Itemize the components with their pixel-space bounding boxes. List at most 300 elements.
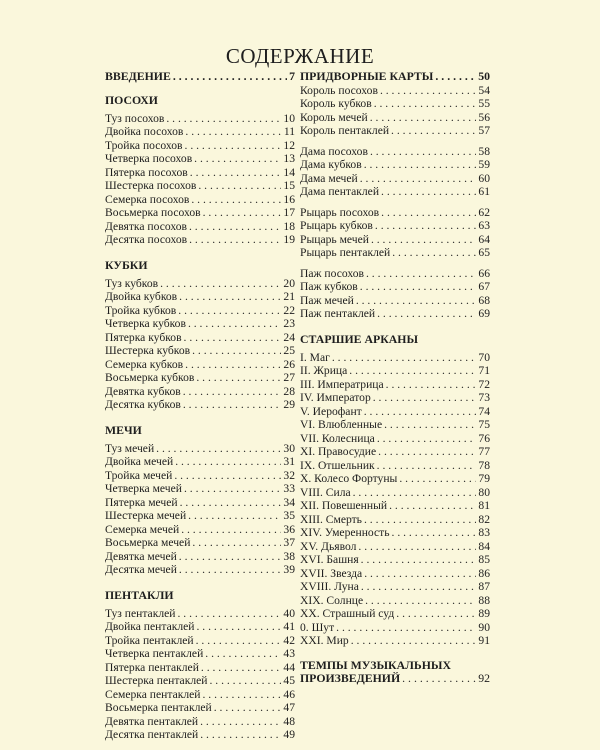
page-title: СОДЕРЖАНИЕ xyxy=(225,44,375,68)
toc-leader-dots xyxy=(375,219,477,233)
toc-entry-page: 55 xyxy=(478,97,490,110)
toc-entry xyxy=(300,418,490,432)
toc-entry-page: 81 xyxy=(478,499,490,512)
toc-leader-dots xyxy=(356,294,477,308)
toc-entry xyxy=(300,294,490,308)
toc-entry-page: 41 xyxy=(283,620,295,633)
toc-entry xyxy=(105,277,295,291)
toc-entry-page: 12 xyxy=(283,138,295,152)
toc-entry-page: 50 xyxy=(478,69,490,83)
toc-entry-label: IX. Отшельник xyxy=(300,458,375,472)
toc-entry-page: 78 xyxy=(478,458,490,472)
toc-entry xyxy=(300,307,490,321)
toc-entry xyxy=(300,499,490,513)
toc-leader-dots xyxy=(180,496,282,510)
toc-leader-dots xyxy=(174,469,281,483)
toc-entry xyxy=(300,391,490,405)
toc-leader-dots xyxy=(349,364,476,378)
toc-entry xyxy=(300,432,490,446)
toc-entry xyxy=(105,166,295,180)
toc-entry-page: 60 xyxy=(478,171,490,185)
toc-entry-label: Король пентаклей xyxy=(300,124,390,137)
toc-entry-page: 65 xyxy=(478,246,490,259)
toc-entry xyxy=(105,233,295,247)
toc-entry xyxy=(105,550,295,564)
toc-leader-dots xyxy=(360,172,477,186)
toc-entry-page: 32 xyxy=(283,468,295,482)
toc-leader-dots xyxy=(351,634,477,648)
toc-entry xyxy=(105,523,295,537)
toc-leader-dots xyxy=(214,701,282,715)
toc-entry-page: 40 xyxy=(283,606,295,620)
toc-entry xyxy=(300,459,490,473)
toc-leader-dots xyxy=(365,594,476,608)
toc-entry-page: 57 xyxy=(478,124,490,137)
toc-leader-dots xyxy=(202,688,281,702)
toc-list-pages xyxy=(300,267,490,321)
toc-column-left xyxy=(105,70,295,742)
toc-entry xyxy=(105,563,295,577)
toc-leader-dots xyxy=(184,331,282,345)
toc-entry-label: Тройка кубков xyxy=(105,303,177,317)
toc-entry-label: X. Колесо Фортуны xyxy=(300,472,398,485)
toc-entry-page: 92 xyxy=(478,671,490,685)
toc-entry-label: Дама пентаклей xyxy=(300,185,380,198)
toc-entry-label: VII. Колесница xyxy=(300,431,375,445)
toc-entry xyxy=(105,290,295,304)
toc-leader-dots xyxy=(358,540,476,554)
toc-entry-label: V. Иерофант xyxy=(300,404,362,418)
toc-entry xyxy=(105,331,295,345)
toc-leader-dots xyxy=(399,472,476,486)
toc-entry-page: 56 xyxy=(478,110,490,124)
toc-entry-label: Тройка мечей xyxy=(105,468,173,482)
toc-entry-page: 47 xyxy=(283,701,295,714)
toc-leader-dots xyxy=(353,486,477,500)
toc-entry xyxy=(105,179,295,193)
toc-entry xyxy=(300,553,490,567)
toc-entry-page: 54 xyxy=(478,83,490,97)
toc-entry-label: Шестерка посохов xyxy=(105,179,197,192)
toc-leader-dots xyxy=(373,391,477,405)
toc-column-right xyxy=(300,70,490,686)
toc-entry xyxy=(300,280,490,294)
toc-entry xyxy=(300,405,490,419)
toc-leader-dots xyxy=(386,378,477,392)
toc-entry xyxy=(300,567,490,581)
toc-leader-dots xyxy=(377,307,476,321)
section-heading-swords: МЕЧИ xyxy=(105,422,142,437)
toc-entry xyxy=(300,486,490,500)
toc-entry-page: 11 xyxy=(283,125,295,138)
toc-entry-label: XVIII. Луна xyxy=(300,580,359,593)
toc-entry-label: Десятка пентаклей xyxy=(105,728,199,741)
toc-leader-dots xyxy=(392,526,477,540)
toc-entry xyxy=(300,145,490,159)
toc-entry-label: Восьмерка мечей xyxy=(105,536,191,549)
section-heading-major-arcana: СТАРШИЕ АРКАНЫ xyxy=(300,331,419,346)
toc-leader-dots xyxy=(384,418,476,432)
toc-entry-page: 74 xyxy=(478,404,490,418)
toc-entry-label: Король посохов xyxy=(300,83,378,97)
toc-entry-page: 35 xyxy=(283,509,295,522)
toc-entry-label: Двойка мечей xyxy=(105,455,174,468)
toc-entry xyxy=(300,111,490,125)
toc-entry xyxy=(105,206,295,220)
toc-entry-page: 59 xyxy=(478,158,490,171)
toc-entry-page: 13 xyxy=(283,152,295,165)
toc-entry xyxy=(105,317,295,331)
toc-leader-dots xyxy=(173,70,287,84)
toc-entry-label: Паж посохов xyxy=(300,266,364,280)
toc-entry-page: 30 xyxy=(283,441,295,455)
toc-entry-label: XVII. Звезда xyxy=(300,566,363,580)
toc-leader-dots xyxy=(380,84,476,98)
toc-entry xyxy=(300,84,490,98)
toc-leader-dots xyxy=(364,567,476,581)
toc-entry xyxy=(300,233,490,247)
toc-entry-page: 70 xyxy=(478,350,490,364)
toc-entry xyxy=(105,304,295,318)
toc-entry-label: Тройка посохов xyxy=(105,138,183,152)
toc-entry xyxy=(300,607,490,621)
toc-entry-label: Шестерка мечей xyxy=(105,509,187,522)
toc-entry-page: 86 xyxy=(478,566,490,580)
toc-entry xyxy=(105,139,295,153)
toc-entry-label: XX. Страшный суд xyxy=(300,607,395,620)
toc-entry-page: 82 xyxy=(478,512,490,526)
toc-entry-label: XII. Повешенный xyxy=(300,499,388,512)
section-heading-wands: ПОСОХИ xyxy=(105,92,158,107)
toc-leader-dots xyxy=(209,674,281,688)
toc-entry-page: 20 xyxy=(283,276,295,290)
spacer xyxy=(300,138,490,145)
toc-entry-page: 87 xyxy=(478,580,490,593)
toc-entry-page: 48 xyxy=(283,714,295,728)
toc-entry xyxy=(105,385,295,399)
toc-entry-label: I. Маг xyxy=(300,350,330,364)
toc-entry-label: Десятка кубков xyxy=(105,398,181,411)
toc-entry-label: Четверка мечей xyxy=(105,482,182,495)
toc-entry-label: Восьмерка посохов xyxy=(105,206,201,219)
toc-entry-label: Четверка посохов xyxy=(105,152,193,165)
toc-entry-label: Рыцарь посохов xyxy=(300,205,380,219)
toc-entry-court xyxy=(300,70,490,84)
toc-leader-dots xyxy=(336,621,476,635)
toc-entry-label: Шестерка пентаклей xyxy=(105,674,208,687)
toc-entry-page: 44 xyxy=(283,660,295,674)
toc-leader-dots xyxy=(196,620,281,634)
toc-entry-page: 18 xyxy=(283,219,295,233)
toc-leader-dots xyxy=(200,728,281,742)
toc-leader-dots xyxy=(364,158,477,172)
toc-leader-dots xyxy=(374,97,477,111)
toc-leader-dots xyxy=(183,385,282,399)
toc-entry-page: 61 xyxy=(478,185,490,198)
toc-leader-dots xyxy=(179,563,282,577)
toc-entry xyxy=(105,152,295,166)
toc-leader-dots xyxy=(188,509,281,523)
toc-leader-dots xyxy=(183,398,282,412)
toc-entry-page: 15 xyxy=(283,179,295,192)
toc-leader-dots xyxy=(189,233,281,247)
toc-entry-label: Туз посохов xyxy=(105,111,165,125)
toc-entry-page: 71 xyxy=(478,364,490,377)
toc-entry xyxy=(300,267,490,281)
toc-entry-page: 14 xyxy=(283,165,295,179)
toc-leader-dots xyxy=(332,351,477,365)
toc-leader-dots xyxy=(190,166,282,180)
toc-entry-page: 67 xyxy=(478,280,490,293)
toc-entry-label: Пятерка посохов xyxy=(105,165,188,179)
toc-entry-page: 84 xyxy=(478,539,490,553)
toc-entry-intro xyxy=(105,70,295,84)
toc-entry-page: 42 xyxy=(283,633,295,647)
toc-entry-label: Двойка пентаклей xyxy=(105,620,195,633)
toc-entry-label: VIII. Сила xyxy=(300,485,351,499)
toc-entry xyxy=(300,124,490,138)
toc-entry xyxy=(105,193,295,207)
toc-entry-label: Двойка посохов xyxy=(105,125,184,138)
toc-entry-label: Девятка пентаклей xyxy=(105,714,199,728)
toc-entry-label: Семерка пентаклей xyxy=(105,687,201,701)
toc-entry-label: ПРОИЗВЕДЕНИЙ xyxy=(300,671,401,685)
toc-entry-page: 63 xyxy=(478,219,490,232)
toc-entry-page: 91 xyxy=(478,634,490,647)
toc-list-kings xyxy=(300,84,490,138)
toc-entry-page: 66 xyxy=(478,266,490,280)
toc-leader-dots xyxy=(370,111,477,125)
toc-leader-dots xyxy=(378,445,476,459)
toc-entry-page: 10 xyxy=(283,111,295,125)
toc-leader-dots xyxy=(166,112,281,126)
toc-leader-dots xyxy=(203,206,282,220)
toc-entry-page: 46 xyxy=(283,687,295,701)
toc-leader-dots xyxy=(366,267,476,281)
toc-entry-page: 21 xyxy=(283,290,295,303)
toc-entry-label: Семерка мечей xyxy=(105,522,180,536)
toc-list-knights xyxy=(300,206,490,260)
toc-entry-music-line1: ТЕМПЫ МУЗЫКАЛЬНЫХ xyxy=(300,657,451,672)
toc-entry-page: 17 xyxy=(283,206,295,219)
toc-entry-page: 90 xyxy=(478,620,490,634)
toc-entry xyxy=(105,344,295,358)
toc-entry-label: XVI. Башня xyxy=(300,553,359,566)
toc-entry-label: Туз мечей xyxy=(105,441,155,455)
toc-entry-page: 29 xyxy=(283,398,295,411)
toc-leader-dots xyxy=(377,432,477,446)
toc-entry-label: Восьмерка кубков xyxy=(105,371,195,384)
toc-entry-label: Тройка пентаклей xyxy=(105,633,194,647)
toc-entry-label: ВВЕДЕНИЕ xyxy=(105,69,171,83)
toc-entry xyxy=(105,620,295,634)
spacer xyxy=(300,648,490,659)
toc-list-wands xyxy=(105,112,295,247)
toc-leader-dots xyxy=(185,358,281,372)
toc-entry-label: XV. Дьявол xyxy=(300,539,357,553)
toc-leader-dots xyxy=(175,455,281,469)
toc-leader-dots xyxy=(185,125,281,139)
toc-entry-label: Король мечей xyxy=(300,110,368,124)
toc-entry xyxy=(300,172,490,186)
toc-entry-page: 68 xyxy=(478,293,490,307)
toc-entry-label: Семерка кубков xyxy=(105,357,184,371)
toc-entry xyxy=(105,715,295,729)
toc-entry-label: Двойка кубков xyxy=(105,290,178,303)
toc-entry xyxy=(105,455,295,469)
toc-entry-label: Дама посохов xyxy=(300,144,368,158)
toc-leader-dots xyxy=(361,580,477,594)
toc-entry-label: IV. Император xyxy=(300,391,371,404)
toc-entry-label: Паж пентаклей xyxy=(300,307,376,320)
toc-entry-page: 39 xyxy=(283,563,295,576)
toc-entry xyxy=(300,540,490,554)
toc-leader-dots xyxy=(196,371,281,385)
toc-list-queens xyxy=(300,145,490,199)
toc-entry xyxy=(300,351,490,365)
toc-entry xyxy=(300,206,490,220)
toc-entry-page: 75 xyxy=(478,418,490,431)
toc-entry-page: 38 xyxy=(283,549,295,563)
toc-entry xyxy=(105,398,295,412)
toc-entry-page: 79 xyxy=(478,472,490,485)
spacer xyxy=(300,260,490,267)
toc-list-swords xyxy=(105,442,295,577)
toc-entry-page: 37 xyxy=(283,536,295,549)
toc-list-major-arcana xyxy=(300,351,490,648)
toc-entry-label: Восьмерка пентаклей xyxy=(105,701,212,714)
toc-entry xyxy=(300,621,490,635)
toc-entry-label: XXI. Мир xyxy=(300,634,349,647)
toc-entry-page: 31 xyxy=(283,455,295,468)
toc-entry xyxy=(300,219,490,233)
toc-leader-dots xyxy=(200,715,281,729)
toc-entry-page: 62 xyxy=(478,205,490,219)
toc-entry-label: Семерка посохов xyxy=(105,192,190,206)
toc-entry-label: Паж мечей xyxy=(300,293,354,307)
toc-entry-page: 27 xyxy=(283,371,295,384)
toc-entry xyxy=(300,580,490,594)
toc-entry-page: 45 xyxy=(283,674,295,687)
toc-entry-label: Дама кубков xyxy=(300,158,362,171)
toc-entry xyxy=(105,220,295,234)
toc-entry-label: III. Императрица xyxy=(300,377,384,391)
toc-leader-dots xyxy=(435,70,476,84)
toc-entry-label: Девятка кубков xyxy=(105,384,181,398)
toc-entry-label: Четверка кубков xyxy=(105,317,186,330)
toc-entry-label: Пятерка пентаклей xyxy=(105,660,199,674)
toc-entry xyxy=(300,158,490,172)
toc-leader-dots xyxy=(361,553,477,567)
toc-leader-dots xyxy=(194,152,281,166)
toc-entry-page: 22 xyxy=(283,303,295,317)
toc-leader-dots xyxy=(360,280,477,294)
toc-leader-dots xyxy=(196,634,282,648)
toc-entry-label: Дама мечей xyxy=(300,171,358,185)
toc-entry xyxy=(105,634,295,648)
toc-list-cups xyxy=(105,277,295,412)
toc-entry-page: 49 xyxy=(283,728,295,741)
toc-entry xyxy=(105,674,295,688)
toc-entry xyxy=(105,661,295,675)
toc-entry xyxy=(105,496,295,510)
toc-entry xyxy=(300,185,490,199)
toc-entry xyxy=(105,688,295,702)
toc-entry-page: 76 xyxy=(478,431,490,445)
toc-entry xyxy=(300,594,490,608)
toc-entry xyxy=(105,701,295,715)
toc-entry-page: 23 xyxy=(283,317,295,330)
toc-leader-dots xyxy=(370,145,476,159)
toc-entry-page: 34 xyxy=(283,495,295,509)
toc-entry-label: ПРИДВОРНЫЕ КАРТЫ xyxy=(300,69,434,83)
toc-entry-label: Рыцарь мечей xyxy=(300,232,369,246)
toc-entry xyxy=(300,513,490,527)
toc-entry-page: 83 xyxy=(478,526,490,539)
toc-entry xyxy=(300,634,490,648)
toc-entry-label: Пятерка кубков xyxy=(105,330,182,344)
toc-entry-label: Король кубков xyxy=(300,97,372,110)
toc-leader-dots xyxy=(192,536,281,550)
toc-entry xyxy=(105,358,295,372)
toc-leader-dots xyxy=(178,304,281,318)
toc-leader-dots xyxy=(371,233,476,247)
toc-entry xyxy=(105,371,295,385)
toc-entry-label: XIV. Умеренность xyxy=(300,526,390,539)
toc-entry-label: Шестерка кубков xyxy=(105,344,191,357)
toc-entry-label: Девятка мечей xyxy=(105,549,177,563)
toc-leader-dots xyxy=(364,513,476,527)
toc-leader-dots xyxy=(156,442,281,456)
toc-leader-dots xyxy=(381,206,476,220)
toc-entry xyxy=(300,246,490,260)
toc-entry-page: 7 xyxy=(289,69,295,83)
toc-leader-dots xyxy=(181,523,281,537)
toc-entry xyxy=(105,728,295,742)
toc-entry-music xyxy=(300,672,490,686)
toc-entry xyxy=(105,125,295,139)
toc-entry-label: Туз кубков xyxy=(105,276,159,290)
toc-entry-page: 26 xyxy=(283,357,295,371)
toc-entry-page: 28 xyxy=(283,384,295,398)
toc-leader-dots xyxy=(177,607,281,621)
toc-entry-label: Десятка посохов xyxy=(105,233,188,246)
toc-entry xyxy=(105,536,295,550)
toc-leader-dots xyxy=(191,193,281,207)
toc-leader-dots xyxy=(392,246,476,260)
toc-leader-dots xyxy=(185,139,282,153)
toc-entry-label: Туз пентаклей xyxy=(105,606,176,620)
toc-entry xyxy=(105,647,295,661)
toc-entry-label: Десятка мечей xyxy=(105,563,177,576)
toc-entry-label: XIII. Смерть xyxy=(300,512,362,526)
toc-entry-label: VI. Влюбленные xyxy=(300,418,383,431)
toc-entry xyxy=(300,526,490,540)
toc-leader-dots xyxy=(396,607,476,621)
toc-entry xyxy=(300,445,490,459)
toc-entry-page: 25 xyxy=(283,344,295,357)
toc-entry-page: 69 xyxy=(478,307,490,320)
toc-entry-page: 24 xyxy=(283,330,295,344)
toc-leader-dots xyxy=(184,482,281,496)
section-heading-cups: КУБКИ xyxy=(105,257,148,272)
toc-leader-dots xyxy=(179,290,281,304)
toc-entry-page: 43 xyxy=(283,647,295,660)
section-heading-pentacles: ПЕНТАКЛИ xyxy=(105,587,174,602)
toc-leader-dots xyxy=(391,124,476,138)
toc-leader-dots xyxy=(402,672,476,686)
toc-entry-label: 0. Шут xyxy=(300,620,335,634)
